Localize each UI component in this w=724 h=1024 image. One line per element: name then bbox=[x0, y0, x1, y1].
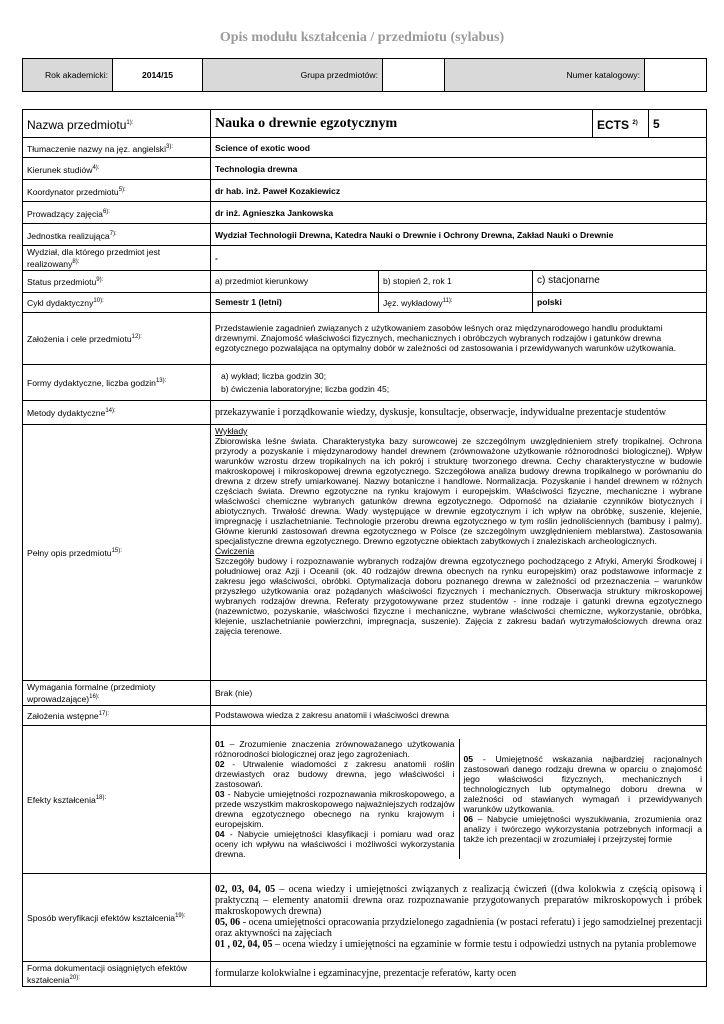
unit-value: Wydział Technologii Drewna, Katedra Nauki o Drewnie i Ochrony Drewna, Zakład Nauki o Drewnie bbox=[211, 224, 707, 246]
effect-item: 01 – Zrozumienie znaczenia zrównoważanego użytkowania różnorodności biologicznej oraz jego zagrożeniach. bbox=[215, 739, 455, 760]
status-a: a) przedmiot kierunkowy bbox=[211, 270, 379, 292]
effect-item: 06 – Nabycie umiejętności wyszukiwania, zrozumienia oraz analizy i twórczego wykorzystania potrzebnych informacji a także ich prezentacji w zrozumiałej i przejrzystej formie bbox=[463, 814, 702, 845]
field-label: Kierunek studiów$^{4):}$ bbox=[23, 158, 211, 180]
prerequisites-label: Założenia wstępne$^{17):}$ bbox=[23, 705, 211, 725]
year-value: 2014/15 bbox=[113, 59, 203, 92]
methods-label: Metody dydaktyczne$^{14):}$ bbox=[23, 400, 211, 424]
faculty-label: Wydział, dla którego przedmiot jest realizowany$^{8):}$ bbox=[23, 246, 211, 271]
english-name-label: Tłumaczenie nazwy na jęz. angielski$^{3):}$ bbox=[23, 138, 211, 158]
exercises-text: Szczegóły budowy i rozpoznawanie wybranych rodzajów drewna egzotycznego pochodzącego z Afryki, Ameryki Środkowej i południowej oraz Azji i Oceanii (ok. 40 rodzajów drewna obecnych na rynku europejskim) oraz podstawowe informacje z zakresu jego właściwości, obróbki. Optymalizacja doboru poznanego drewna w zależności od przeznaczenia – warunków przyszłego użytkowania oraz pożądanych właściwości fizycznych i mechanicznych. Obserwacja struktury mikroskopowej wybranych rodzajów drewna. Referaty przygotowywane przez studentów - inne rodzaje i gatunki drewna egzotycznego (nazewnictwo, pozyskanie, właściwości fizyczne i mechaniczne, wybrane właściwości chemiczne, wykorzystanie, obróbka, klejenie, uszlachetnianie powierzchni, impregnacja, suszenie). Zajęcia z zakresu badań wytrzymałościowych drewna oraz zajęcia terenowe. bbox=[215, 555, 702, 636]
course-name-value: Nauka o drewnie egzotycznym bbox=[211, 110, 593, 138]
year-label: Rok akademicki: bbox=[23, 59, 113, 92]
effect-item: 03 - Nabycie umiejętności rozpoznawania mikroskopowego, a przede wszystkim makroskopowego najważniejszych rodzajów drewna egzotycznego obecnego na rynku krajowym i europejskim. bbox=[215, 789, 455, 830]
syllabus-table bbox=[22, 109, 707, 987]
field-value: Technologia drewna bbox=[211, 158, 707, 180]
forms-item-lecture: a) wykład; liczba godzin 30; bbox=[221, 370, 327, 381]
coordinator-label: Koordynator przedmiotu$^{5):}$ bbox=[23, 180, 211, 202]
english-name-value: Science of exotic wood bbox=[211, 138, 707, 158]
documentation-label: Forma dokumentacji osiągniętych efektów kształcenia$^{20):}$ bbox=[23, 961, 211, 986]
coordinator-value: dr hab. inż. Paweł Kozakiewicz bbox=[211, 180, 707, 202]
verification-label: Sposób weryfikacji efektów kształcenia$^{19):}$ bbox=[23, 873, 211, 961]
page-title: Opis modułu kształcenia / przedmiotu (sylabus) bbox=[219, 30, 505, 45]
cycle-label: Cykl dydaktyczny$^{10):}$ bbox=[23, 292, 211, 312]
effect-item: 04 - Nabycie umiejętności klasyfikacji i pomiaru wad oraz oceny ich wpływu na właściwości i możliwości wykorzystania drewna. bbox=[215, 829, 455, 860]
exercises-heading: Ćwiczenia bbox=[215, 545, 255, 556]
cycle-value: Semestr 1 (letni) bbox=[211, 292, 379, 312]
goals-label: Założenia i cele przedmiotu$^{12):}$ bbox=[23, 312, 211, 364]
full-description-label: Pełny opis przedmiotu$^{15):}$ bbox=[23, 424, 211, 680]
lang-value: polski bbox=[533, 292, 707, 312]
group-value bbox=[383, 59, 445, 92]
requirements-label: Wymagania formalne (przedmioty wprowadzające)$^{16):}$ bbox=[23, 680, 211, 705]
lectures-heading: Wykłady bbox=[215, 425, 248, 436]
documentation-value: formularze kolokwialne i egzaminacyjne, prezentacje referatów, karty ocen bbox=[211, 961, 707, 986]
verification-item: 05, 06 - ocena umiejętności opracowania przydzielonego zagadnienia (w postaci referatu) i jego samodzielnej prezentacji oraz aktywności na zajęciach bbox=[215, 917, 703, 940]
catalog-value bbox=[645, 59, 707, 92]
teacher-value: dr inż. Agnieszka Jankowska bbox=[211, 202, 707, 224]
methods-value: przekazywanie i porządkowanie wiedzy, dyskusje, konsultacje, obserwacje, indywidualne prezentacje studentów bbox=[211, 400, 707, 424]
effects-label: Efekty kształcenia$^{18):}$ bbox=[23, 725, 211, 873]
effects-left-column bbox=[215, 739, 459, 859]
faculty-value: - bbox=[211, 246, 707, 271]
lang-label: Jęz. wykładowy$^{11):}$ bbox=[379, 292, 533, 312]
ects-value: 5 bbox=[649, 110, 707, 138]
verification-item: 01 , 02, 04, 05 – ocena wiedzy i umiejętności na egzaminie w formie testu i odpowiedzi ustnych na pytania problemowe bbox=[215, 939, 697, 951]
group-label: Grupa przedmiotów: bbox=[203, 59, 383, 92]
verification-value bbox=[211, 873, 707, 961]
status-b: b) stopień 2, rok 1 bbox=[379, 270, 533, 292]
catalog-label: Numer katalogowy: bbox=[445, 59, 645, 92]
effect-item: 05 - Umiejętność wskazania najbardziej racjonalnych zastosowań danego rodzaju drewna w oparciu o znajomość jego właściwości fizycznych, mechanicznych i technologicznych lub optymalnego doboru drewna w zależności od stawianych wymagań i przewidywanych warunków użytkowania. bbox=[463, 754, 702, 815]
course-name-label: Nazwa przedmiotu$^{1):}$ bbox=[23, 110, 211, 138]
goals-value: Przedstawienie zagadnień związanych z użytkowaniem zasobów leśnych oraz międzynarodowego handlu produktami drzewnymi. Znajomość właściwości fizycznych, mechanicznych i obróbczych wybranych rodzajów i gatunków drewna egzotycznego pozwalająca na optymalny dobór w zależności od zastosowania i przewidywanych warunków użytkowania. bbox=[211, 312, 707, 364]
effects-right-column bbox=[459, 739, 703, 859]
header-table bbox=[22, 58, 707, 92]
verification-item: 02, 03, 04, 05 – ocena wiedzy i umiejętności związanych z realizacją ćwiczeń ((dwa kolokwia z częścią opisową i praktyczną – elementy anatomii drewna oraz rozpoznawanie przygotowanych preparatów mikroskopowych i próbek makroskopowych drewna) bbox=[215, 884, 703, 918]
full-description-value bbox=[211, 424, 707, 680]
effects-value bbox=[211, 725, 707, 873]
lectures-text: Zbiorowiska leśne świata. Charakterystyka bazy surowcowej ze szczególnym uwzględnieniem strefy tropikalnej. Ochrona przyrody a pozyskanie i międzynarodowy handel drewnem (zrównoważone użytkowanie różnorodności biologicznej). Wpływ warunków wzrostu drzew tropikalnych na ich pokrój i strukturę tworzonego drewna. Cechy charakterystyczne w budowie makroskopowej i mikroskopowej drewna egzotycznego. Szczegółowa analiza budowy drewna tropikalnego w porównaniu do drewna z drzew strefy umiarkowanej. Nazwy botaniczne i handlowe. Normalizacja. Pozyskanie i handel drewnem w różnych częściach świata. Drewno egzotyczne na rynku krajowym i europejskim. Właściwości fizyczne, mechaniczne i wybrane właściwości chemiczne wybranych gatunków drewna egzotycznego. Odporność na działanie czynników biotycznych i abiotycznych. Trwałość drewna. Wady występujące w drewnie egzotycznym i ich wpływ na obróbkę, suszenie, klejenie, impregnację i uszlachetnianie. Technologie przerobu drewna egzotycznego w tym roślin jednoliściennych (bambusy i palmy). Główne kierunki zastosowań drewna egzotycznego w Polsce (ze szczególnym uwzględnieniem meblarstwa). Zastosowania specjalistyczne drewna egzotycznego. Drewno egzotyczne obiektach zabytkowych i znaleziskach archeologicznych. bbox=[215, 435, 702, 546]
forms-item-labs: b) ćwiczenia laboratoryjne; liczba godzin 45; bbox=[221, 383, 390, 394]
status-c: c) stacjonarne bbox=[533, 270, 707, 292]
requirements-value: Brak (nie) bbox=[211, 680, 707, 705]
effect-item: 02 - Utrwalenie wiadomości z zakresu anatomii roślin drzewiastych oraz budowy drewna, jego właściwości i zastosowań. bbox=[215, 759, 455, 790]
status-label: Status przedmiotu$^{9):}$ bbox=[23, 270, 211, 292]
prerequisites-value: Podstawowa wiedza z zakresu anatomii i właściwości drewna bbox=[211, 705, 707, 725]
forms-value bbox=[211, 364, 707, 400]
ects-label: ECTS $^{2)}$ bbox=[593, 110, 649, 138]
unit-label: Jednostka realizująca$^{7):}$ bbox=[23, 224, 211, 246]
forms-label: Formy dydaktyczne, liczba godzin$^{13):}$ bbox=[23, 364, 211, 400]
teacher-label: Prowadzący zajęcia$^{6):}$ bbox=[23, 202, 211, 224]
